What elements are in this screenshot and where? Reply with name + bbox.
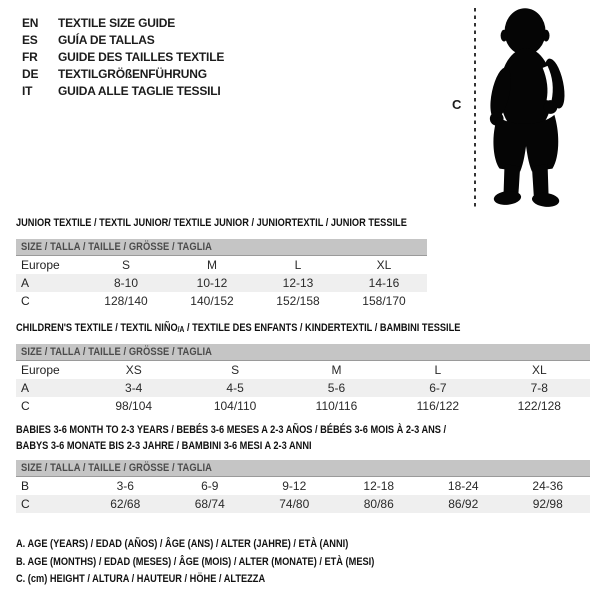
row-label: A: [16, 274, 83, 292]
babies-section-title-line1: BABIES 3-6 MONTH TO 2-3 YEARS / BEBÉS 3-6 MESES A 2-3 AÑOS / BÉBÉS 3-6 MOIS À 2-3 ANS /: [16, 424, 447, 436]
junior-size-header-bar: [16, 239, 427, 256]
children-section-title: [16, 322, 460, 336]
lang-label: GUIDA ALLE TAGLIE TESSILI: [58, 84, 221, 98]
lang-label: TEXTILE SIZE GUIDE: [58, 16, 176, 30]
row-label: C: [21, 294, 30, 308]
table-cell: 68/74: [168, 495, 253, 513]
table-cell: 80/86: [337, 495, 422, 513]
children-title-post: / TEXTILE DES ENFANTS / KINDERTEXTIL / BAMBINI TESSILE: [184, 322, 461, 334]
baby-silhouette-icon: [484, 4, 572, 210]
lang-row-it: [22, 83, 224, 100]
table-row: [16, 495, 590, 513]
table-cell: 5-6: [286, 379, 387, 397]
row-label: C: [21, 399, 30, 413]
table-cell: 86/92: [421, 495, 506, 513]
junior-size-table: [16, 256, 427, 310]
table-row: [16, 477, 590, 495]
table-cell: XL: [376, 258, 392, 272]
table-row: [16, 256, 427, 274]
table-cell: 8-10: [83, 274, 169, 292]
table-cell: 74/80: [252, 495, 337, 513]
size-header-label: SIZE / TALLA / TAILLE / GRÖSSE / TAGLIA: [21, 346, 213, 358]
lang-code: FR: [22, 50, 38, 64]
lang-code: EN: [22, 16, 39, 30]
table-cell: 62/68: [83, 495, 168, 513]
junior-section-title: JUNIOR TEXTILE / TEXTIL JUNIOR/ TEXTILE JUNIOR / JUNIORTEXTIL / JUNIOR TESSILE: [16, 217, 407, 229]
table-cell: 10-12: [169, 274, 255, 292]
lang-label: TEXTILGRÖßENFÜHRUNG: [58, 67, 207, 81]
row-label: B: [21, 479, 30, 493]
language-list: [22, 15, 224, 100]
lang-row-en: [22, 15, 224, 32]
table-cell: 116/122: [416, 399, 460, 413]
table-cell: 110/116: [315, 399, 358, 413]
table-cell: XS: [125, 363, 142, 377]
table-cell: 98/104: [115, 399, 153, 413]
table-cell: 3-6: [116, 479, 134, 493]
table-cell: 7-8: [489, 379, 590, 397]
table-cell: 12-13: [255, 274, 341, 292]
table-cell: 122/128: [517, 399, 561, 413]
table-cell: 24-36: [532, 479, 564, 493]
table-cell: 140/152: [190, 294, 234, 308]
row-label: C: [16, 495, 83, 513]
lang-label: GUIDE DES TAILLES TEXTILE: [58, 50, 225, 64]
row-label: Europe: [21, 363, 60, 377]
footnote-b: B. AGE (MONTHS) / EDAD (MESES) / ÂGE (MOIS) / ALTER (MONATE) / ETÀ (MESI): [16, 555, 375, 568]
children-title-sub: /A: [177, 325, 185, 334]
table-cell: 12-18: [363, 479, 395, 493]
lang-code: ES: [22, 33, 38, 47]
footnote-legend: [16, 536, 443, 589]
row-label: Europe: [21, 258, 60, 272]
table-cell: 128/140: [104, 294, 148, 308]
height-figure: [440, 0, 600, 220]
table-row: [16, 379, 590, 397]
lang-row-de: [22, 66, 224, 83]
size-header-label: SIZE / TALLA / TAILLE / GRÖSSE / TAGLIA: [21, 462, 213, 474]
height-c-label: C: [452, 97, 462, 112]
table-cell: S: [231, 363, 240, 377]
table-cell: 6-9: [201, 479, 219, 493]
table-cell: 92/98: [506, 495, 591, 513]
table-cell: 18-24: [447, 479, 479, 493]
children-size-header-bar: [16, 344, 590, 361]
table-cell: 9-12: [282, 479, 307, 493]
babies-size-table: [16, 477, 590, 513]
table-cell: 14-16: [341, 274, 427, 292]
table-cell: L: [434, 363, 442, 377]
height-dashed-line: [474, 8, 476, 208]
table-cell: 4-5: [184, 379, 285, 397]
lang-row-fr: [22, 49, 224, 66]
table-cell: L: [294, 258, 302, 272]
table-row: [16, 292, 427, 310]
table-cell: 6-7: [387, 379, 488, 397]
lang-code: IT: [22, 84, 33, 98]
table-cell: XL: [531, 363, 547, 377]
table-cell: 104/110: [213, 399, 257, 413]
children-size-table: [16, 361, 590, 415]
lang-row-es: [22, 32, 224, 49]
table-row: [16, 397, 590, 415]
size-header-label: SIZE / TALLA / TAILLE / GRÖSSE / TAGLIA: [21, 241, 213, 253]
table-cell: 3-4: [83, 379, 184, 397]
lang-label: GUÍA DE TALLAS: [58, 33, 155, 47]
row-label: A: [16, 379, 83, 397]
babies-section-title-line2: BABYS 3-6 MONATE BIS 2-3 JAHRE / BAMBINI 3-6 MESI A 2-3 ANNI: [16, 440, 312, 452]
table-row: [16, 274, 427, 292]
children-title-pre: CHILDREN'S TEXTILE / TEXTIL NIÑO: [16, 322, 178, 334]
table-cell: M: [207, 258, 217, 272]
footnote-c: C. (cm) HEIGHT / ALTURA / HAUTEUR / HÖHE / ALTEZZA: [16, 573, 266, 585]
footnote-a: A. AGE (YEARS) / EDAD (AÑOS) / ÂGE (ANS) / ALTER (JAHRE) / ETÀ (ANNI): [16, 538, 349, 550]
table-cell: 158/170: [362, 294, 406, 308]
lang-code: DE: [22, 67, 39, 81]
babies-size-header-bar: [16, 460, 590, 477]
table-row: [16, 361, 590, 379]
table-cell: S: [121, 258, 130, 272]
table-cell: 152/158: [276, 294, 320, 308]
table-cell: M: [331, 363, 342, 377]
